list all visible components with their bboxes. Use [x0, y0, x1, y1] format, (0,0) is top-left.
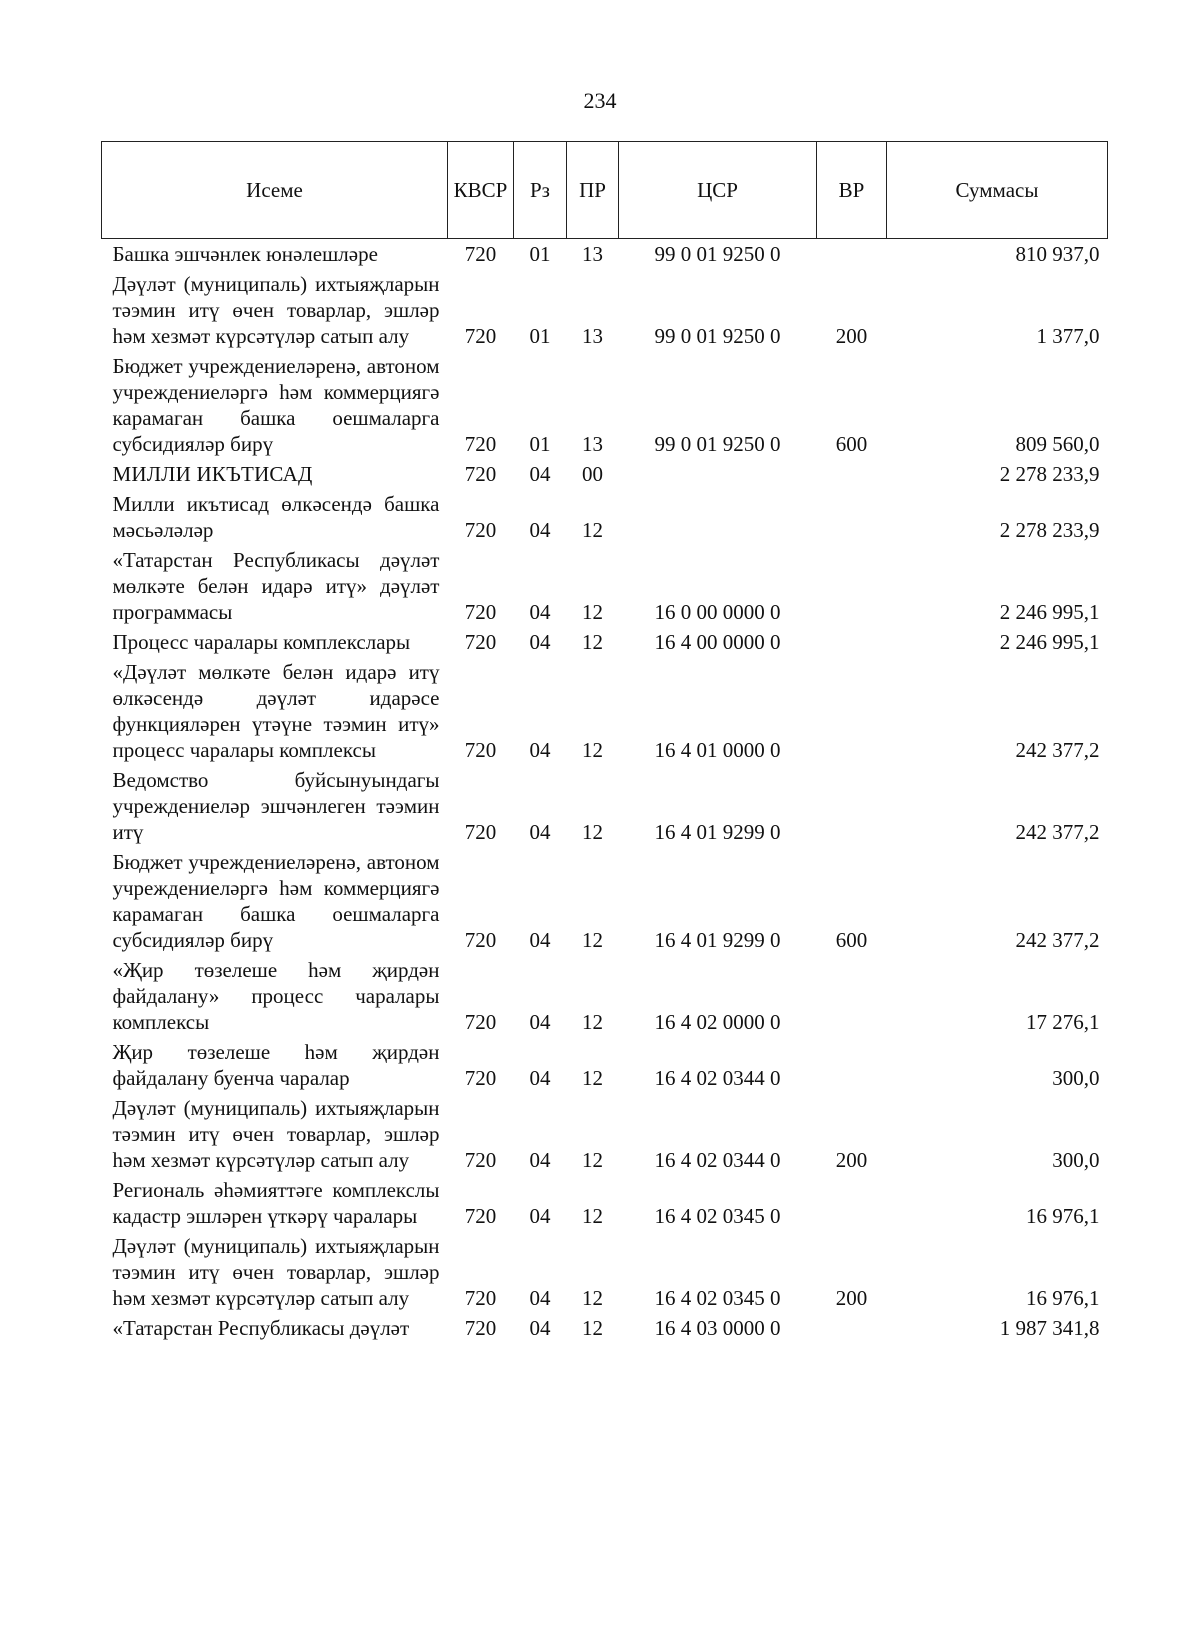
cell-kvsr: 720 — [464, 600, 497, 624]
cell-rz: 01 — [529, 432, 551, 456]
cell-pr: 00 — [582, 462, 603, 486]
cell-rz: 01 — [529, 324, 551, 348]
table-row — [102, 271, 1108, 353]
cell-csr — [619, 491, 817, 547]
cell-csr: 16 4 01 9299 0 — [654, 928, 781, 952]
cell-rz: 04 — [529, 1204, 551, 1228]
cell-name: «Җир төзелеше һәм җирдән файдалану» процесс чаралары комплексы — [112, 958, 440, 1034]
cell-name: «Татарстан Республикасы дәүләт — [112, 1316, 410, 1340]
cell-pr: 12 — [582, 928, 603, 952]
cell-pr: 12 — [582, 630, 603, 654]
cell-vr: 200 — [835, 1148, 868, 1172]
cell-csr: 16 4 02 0345 0 — [654, 1204, 781, 1228]
cell-name: Җир төзелеше һәм җирдән файдалану буенча чаралар — [112, 1040, 440, 1090]
cell-sum: 300,0 — [1052, 1066, 1100, 1090]
cell-name: Дәүләт (муниципаль) ихтыяҗларын тәэмин итү өчен товарлар, эшләр һәм хезмәт күрсәтүләр сатып алу — [112, 272, 440, 348]
cell-csr: 16 0 00 0000 0 — [654, 600, 781, 624]
page-number: 234 — [583, 88, 617, 113]
table-row — [102, 547, 1108, 629]
cell-rz: 04 — [529, 600, 551, 624]
cell-pr: 12 — [582, 738, 603, 762]
cell-csr: 16 4 02 0344 0 — [654, 1148, 781, 1172]
cell-kvsr: 720 — [464, 630, 497, 654]
header-kvsr: КВСР — [448, 142, 514, 239]
cell-kvsr: 720 — [464, 518, 497, 542]
table-row — [102, 849, 1108, 957]
cell-sum: 242 377,2 — [1015, 738, 1100, 762]
cell-csr: 99 0 01 9250 0 — [654, 432, 781, 456]
cell-csr: 16 4 02 0000 0 — [654, 1010, 781, 1034]
cell-name: «Татарстан Республикасы дәүләт мөлкәте белән идарә итү» дәүләт программасы — [112, 548, 440, 624]
header-sum: Суммасы — [887, 142, 1108, 239]
cell-pr: 12 — [582, 1286, 603, 1310]
cell-vr — [817, 547, 887, 629]
cell-csr: 16 4 00 0000 0 — [654, 630, 781, 654]
table-row — [102, 461, 1108, 491]
cell-name: Региональ әһәмияттәге комплекслы кадастр эшләрен үткәрү чаралары — [112, 1178, 440, 1228]
cell-rz: 04 — [529, 1066, 551, 1090]
cell-name: Дәүләт (муниципаль) ихтыяҗларын тәэмин итү өчен товарлар, эшләр һәм хезмәт күрсәтүләр сатып алу — [112, 1096, 440, 1172]
cell-pr: 12 — [582, 518, 603, 542]
cell-kvsr: 720 — [464, 1204, 497, 1228]
cell-vr: 200 — [835, 1286, 868, 1310]
cell-name: Бюджет учреждениеләренә, автоном учреждениеләргә һәм коммерциягә карамаган башка оешмаларга субсидияләр бирү — [112, 850, 440, 952]
cell-pr: 12 — [582, 1204, 603, 1228]
cell-sum: 2 246 995,1 — [999, 600, 1100, 624]
cell-rz: 04 — [529, 630, 551, 654]
cell-vr — [817, 1177, 887, 1233]
cell-vr — [817, 1039, 887, 1095]
cell-name: Процесс чаралары комплекслары — [112, 630, 411, 654]
table-row — [102, 957, 1108, 1039]
table-header-row — [102, 142, 1108, 239]
cell-sum: 2 246 995,1 — [999, 630, 1100, 654]
table-row — [102, 1177, 1108, 1233]
cell-rz: 04 — [529, 1316, 551, 1340]
cell-kvsr: 720 — [464, 1148, 497, 1172]
cell-vr — [817, 1315, 887, 1345]
cell-sum: 16 976,1 — [1026, 1286, 1100, 1310]
cell-csr: 99 0 01 9250 0 — [654, 242, 781, 266]
cell-kvsr: 720 — [464, 462, 497, 486]
cell-kvsr: 720 — [464, 1316, 497, 1340]
table-row — [102, 767, 1108, 849]
cell-vr — [817, 461, 887, 491]
cell-csr: 99 0 01 9250 0 — [654, 324, 781, 348]
header-csr: ЦСР — [619, 142, 817, 239]
cell-name: Дәүләт (муниципаль) ихтыяҗларын тәэмин итү өчен товарлар, эшләр һәм хезмәт күрсәтүләр сатып алу — [112, 1234, 440, 1310]
cell-pr: 13 — [582, 432, 603, 456]
cell-sum: 16 976,1 — [1026, 1204, 1100, 1228]
cell-csr — [619, 461, 817, 491]
cell-vr — [817, 491, 887, 547]
cell-kvsr: 720 — [464, 738, 497, 762]
cell-pr: 12 — [582, 1316, 603, 1340]
table-row — [102, 1315, 1108, 1345]
cell-pr: 12 — [582, 1010, 603, 1034]
cell-pr: 12 — [582, 1066, 603, 1090]
cell-rz: 04 — [529, 738, 551, 762]
cell-kvsr: 720 — [464, 1066, 497, 1090]
cell-kvsr: 720 — [464, 1286, 497, 1310]
cell-name: Ведомство буйсынуындагы учреждениеләр эшчәнлеген тәэмин итү — [112, 768, 440, 844]
cell-rz: 04 — [529, 1148, 551, 1172]
cell-name: «Дәүләт мөлкәте белән идарә итү өлкәсендә дәүләт идарәсе функцияләрен үтәүне тәэмин итү» процесс чаралары комплексы — [112, 660, 440, 762]
cell-csr: 16 4 03 0000 0 — [654, 1316, 781, 1340]
cell-kvsr: 720 — [464, 928, 497, 952]
cell-name: Бюджет учреждениеләренә, автоном учреждениеләргә һәм коммерциягә карамаган башка оешмаларга субсидияләр бирү — [112, 354, 440, 456]
cell-csr: 16 4 02 0344 0 — [654, 1066, 781, 1090]
cell-csr: 16 4 01 9299 0 — [654, 820, 781, 844]
cell-vr — [817, 767, 887, 849]
cell-rz: 04 — [529, 462, 551, 486]
cell-sum: 1 377,0 — [1036, 324, 1100, 348]
cell-kvsr: 720 — [464, 820, 497, 844]
cell-rz: 04 — [529, 928, 551, 952]
table-row — [102, 659, 1108, 767]
table-row — [102, 353, 1108, 461]
cell-sum: 242 377,2 — [1015, 820, 1100, 844]
cell-sum: 17 276,1 — [1026, 1010, 1100, 1034]
table-row — [102, 1233, 1108, 1315]
header-vr: ВР — [817, 142, 887, 239]
cell-rz: 04 — [529, 1010, 551, 1034]
cell-csr: 16 4 01 0000 0 — [654, 738, 781, 762]
cell-name: МИЛЛИ ИКЪТИСАД — [112, 462, 313, 486]
table-row — [102, 491, 1108, 547]
cell-sum: 2 278 233,9 — [999, 462, 1100, 486]
cell-sum: 242 377,2 — [1015, 928, 1100, 952]
cell-pr: 13 — [582, 242, 603, 266]
table-row — [102, 629, 1108, 659]
table-row — [102, 1039, 1108, 1095]
table-body — [102, 239, 1108, 1346]
cell-rz: 04 — [529, 518, 551, 542]
cell-vr: 200 — [835, 324, 868, 348]
cell-vr: 600 — [835, 928, 868, 952]
cell-rz: 04 — [529, 1286, 551, 1310]
cell-kvsr: 720 — [464, 324, 497, 348]
cell-rz: 04 — [529, 820, 551, 844]
cell-kvsr: 720 — [464, 432, 497, 456]
cell-sum: 810 937,0 — [1015, 242, 1100, 266]
cell-pr: 13 — [582, 324, 603, 348]
cell-pr: 12 — [582, 1148, 603, 1172]
cell-sum: 2 278 233,9 — [999, 518, 1100, 542]
header-name: Исеме — [102, 142, 448, 239]
cell-vr — [817, 957, 887, 1039]
header-pr: ПР — [567, 142, 619, 239]
table-row — [102, 1095, 1108, 1177]
cell-kvsr: 720 — [464, 242, 497, 266]
cell-pr: 12 — [582, 600, 603, 624]
table-row — [102, 239, 1108, 272]
cell-sum: 1 987 341,8 — [999, 1316, 1100, 1340]
cell-name: Милли икътисад өлкәсендә башка мәсьәләләр — [112, 492, 440, 542]
cell-rz: 01 — [529, 242, 551, 266]
cell-csr: 16 4 02 0345 0 — [654, 1286, 781, 1310]
cell-name: Башка эшчәнлек юнәлешләре — [112, 242, 378, 266]
cell-vr — [817, 239, 887, 272]
cell-pr: 12 — [582, 820, 603, 844]
header-rz: Рз — [514, 142, 567, 239]
cell-vr — [817, 629, 887, 659]
cell-kvsr: 720 — [464, 1010, 497, 1034]
cell-sum: 300,0 — [1052, 1148, 1100, 1172]
cell-vr: 600 — [835, 432, 868, 456]
budget-table — [101, 141, 1108, 1345]
cell-sum: 809 560,0 — [1015, 432, 1100, 456]
cell-vr — [817, 659, 887, 767]
